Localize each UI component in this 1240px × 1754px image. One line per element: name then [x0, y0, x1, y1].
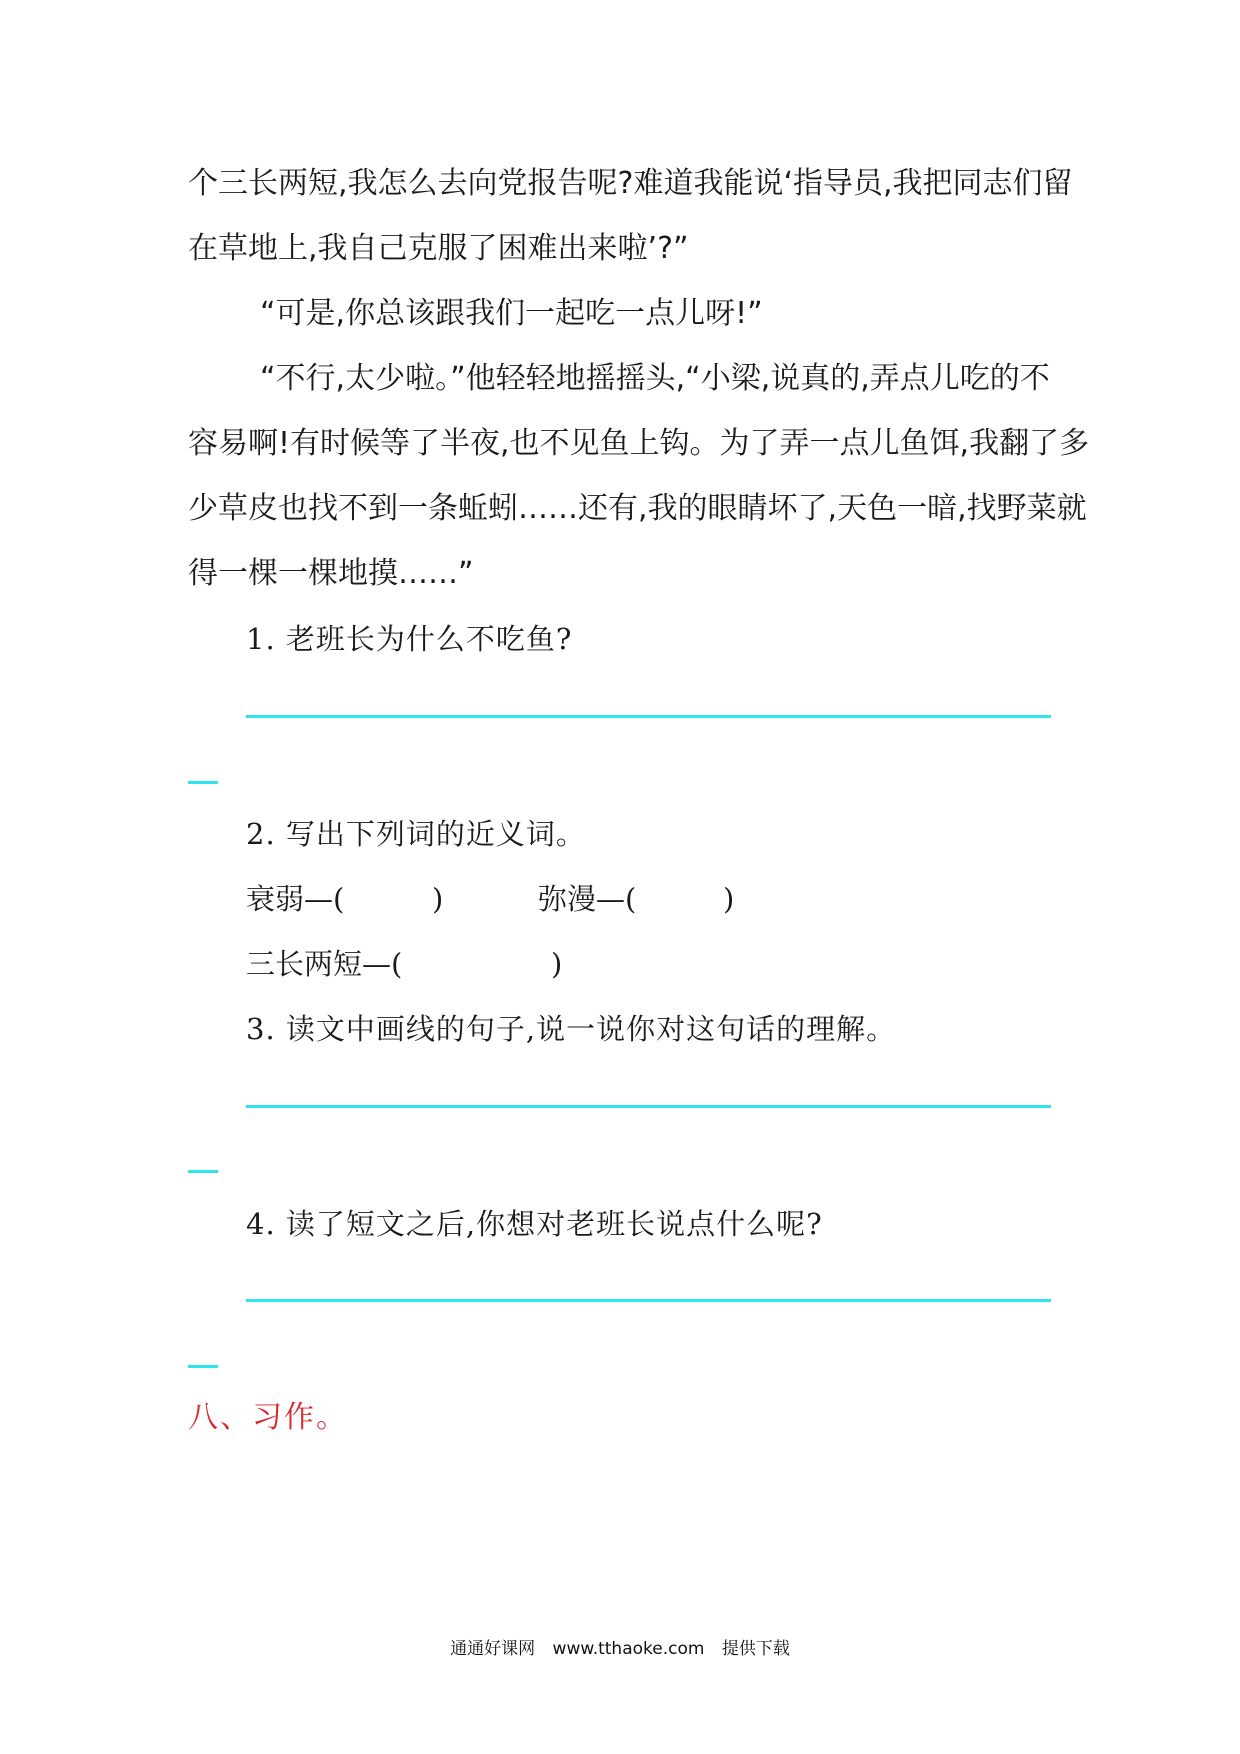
question-2: 2. 写出下列词的近义词。 — [246, 817, 586, 851]
passage-line-6: 少草皮也找不到一条蚯蚓……还有,我的眼睛坏了,天色一暗,找野菜就 — [188, 491, 1087, 526]
synonym-item-3 — [246, 944, 402, 984]
footer-url[interactable]: www.tthaoke.com — [552, 1639, 705, 1659]
passage-line-5: 容易啊!有时候等了半夜,也不见鱼上钩。为了弄一点儿鱼饵,我翻了多 — [188, 426, 1090, 461]
question-1: 1. 老班长为什么不吃鱼? — [246, 622, 573, 656]
passage-line-1: 个三长两短,我怎么去向党报告呢?难道我能说‘指导员,我把同志们留 — [188, 166, 1073, 201]
section-heading-8: 八、习作。 — [188, 1400, 348, 1435]
passage-line-7: 得一棵一棵地摸……” — [188, 556, 474, 591]
synonym-item-1-word: 衰弱—( — [246, 882, 345, 916]
synonym-item-2-close: ) — [723, 882, 735, 916]
synonym-item-2 — [538, 879, 636, 919]
synonym-item-3-close: ) — [551, 947, 563, 981]
synonym-item-1 — [246, 879, 344, 919]
question-3: 3. 读文中画线的句子,说一说你对这句话的理解。 — [246, 1012, 897, 1046]
answer-line-4-continuation[interactable] — [188, 1365, 218, 1368]
answer-line-1[interactable] — [246, 715, 1051, 718]
synonym-item-1-close: ) — [432, 882, 444, 916]
answer-line-3[interactable] — [246, 1105, 1051, 1108]
passage-line-3: “可是,你总该跟我们一起吃一点儿呀!” — [260, 296, 763, 331]
passage-line-4: “不行,太少啦。”他轻轻地摇摇头,“小梁,说真的,弄点儿吃的不 — [260, 361, 1050, 396]
page-footer — [0, 1634, 1240, 1659]
synonym-item-2-word: 弥漫—( — [538, 882, 637, 916]
question-4: 4. 读了短文之后,你想对老班长说点什么呢? — [246, 1207, 823, 1241]
synonym-item-3-word: 三长两短—( — [246, 947, 403, 981]
answer-line-4[interactable] — [246, 1299, 1051, 1302]
answer-line-1-continuation[interactable] — [188, 781, 218, 784]
passage-line-2: 在草地上,我自己克服了困难出来啦’?” — [188, 231, 689, 266]
answer-line-3-continuation[interactable] — [188, 1170, 218, 1173]
footer-download: 提供下载 — [721, 1639, 790, 1659]
footer-site-name: 通通好课网 — [450, 1639, 536, 1659]
